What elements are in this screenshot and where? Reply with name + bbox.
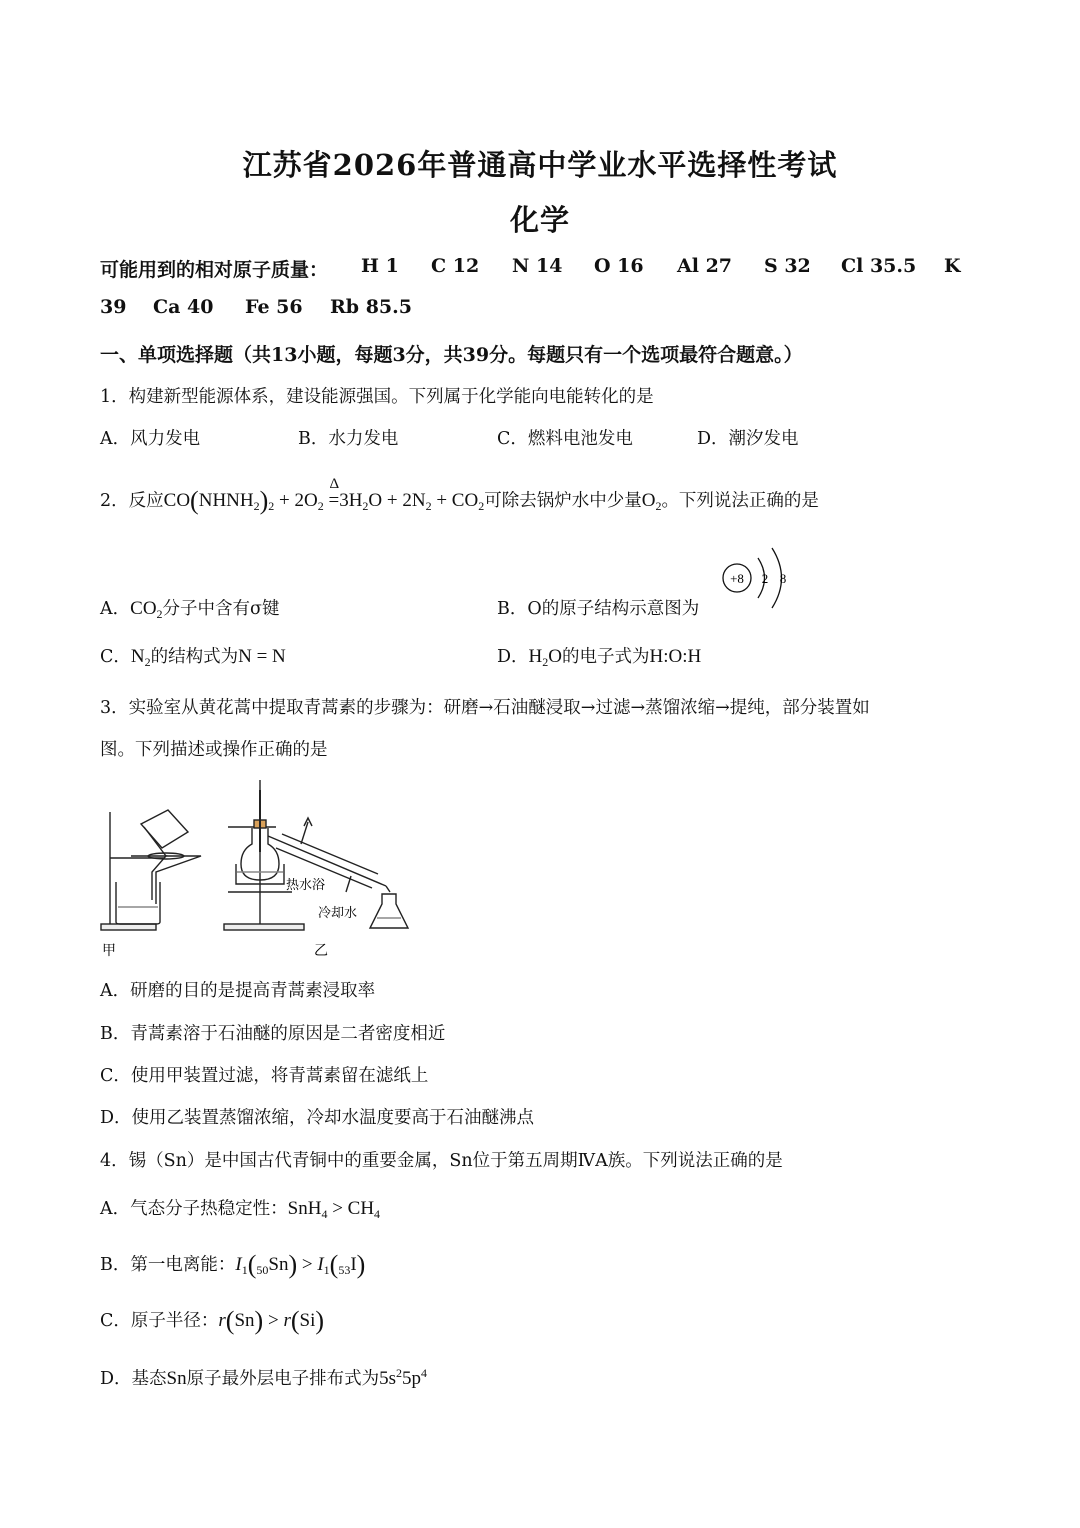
atomic-mass-item: O 16 — [594, 255, 644, 277]
q3-option-a: A．研磨的目的是提高青蒿素浸取率 — [100, 981, 376, 1001]
q4-option-c — [100, 1306, 324, 1336]
q1-option-c: C．燃料电池发电 — [497, 429, 633, 449]
q2-prefix: 2．反应 — [100, 491, 164, 511]
atomic-mass-item: Rb 85.5 — [330, 296, 412, 318]
atomic-radius-comparison: r(Sn) > r(Si) — [218, 1306, 325, 1335]
q4-option-a — [100, 1195, 380, 1222]
q3-option-d: D．使用乙装置蒸馏浓缩，冷却水温度要高于石油醚沸点 — [100, 1108, 535, 1128]
q2-option-b: B．O的原子结构示意图为 — [497, 599, 700, 619]
q4-option-b — [100, 1250, 365, 1280]
q4-d-mid: 原子最外层电子排布式为 — [186, 1369, 380, 1389]
yi-stand-base — [224, 924, 304, 930]
atomic-mass-item: N 14 — [512, 255, 563, 277]
atomic-mass-item: 39 — [100, 296, 127, 318]
sn-symbol: Sn — [166, 1368, 187, 1389]
reaction-equation: $CO(NHNH_2)_2 + 2O_2$ Δ $=3H_2O + 2N_2 + CO_2$ — [163, 476, 485, 515]
q2-suffix: 。下列说法正确的是 — [661, 491, 819, 511]
question-3-stem-line2: 图。下列描述或操作正确的是 — [100, 740, 328, 760]
yi-adapter — [386, 886, 390, 892]
electron-configuration: $5s^25p^4$ — [379, 1366, 428, 1389]
n2-structural-formula: N = N — [238, 646, 286, 667]
q2-a-text: 分子中含有σ键 — [162, 599, 280, 619]
oxygen-atom-structure-diagram — [715, 546, 795, 614]
label-jia: 甲 — [102, 943, 116, 959]
yi-erlenmeyer-flask — [370, 894, 408, 928]
atomic-mass-item: H 1 — [361, 255, 399, 277]
q4-a-text: A．气态分子热稳定性： — [100, 1199, 288, 1219]
atomic-mass-item: Cl 35.5 — [841, 255, 917, 277]
q2-option-d — [497, 643, 701, 670]
q2-a-label: A． — [100, 599, 131, 619]
label-cooling-water: 冷却水 — [318, 906, 358, 921]
q4-c-text: C．原子半径： — [100, 1311, 219, 1331]
q2-option-a — [100, 595, 280, 622]
q2-d-label: D． — [497, 647, 529, 667]
h2o-formula: $H_2O$ — [528, 646, 562, 669]
atomic-mass-item: Fe 56 — [245, 296, 303, 318]
q4-d-text: D．基态 — [100, 1369, 167, 1389]
atomic-mass-item: C 12 — [431, 255, 480, 277]
question-1-stem: 1．构建新型能源体系，建设能源强国。下列属于化学能向电能转化的是 — [100, 387, 654, 407]
jia-beaker — [116, 882, 160, 924]
atomic-mass-item: Ca 40 — [153, 296, 214, 318]
jia-funnel-left — [131, 856, 166, 900]
q4-b-text: B．第一电离能： — [100, 1255, 236, 1275]
thermal-stability-comparison: $SnH_4 > CH_4$ — [287, 1198, 381, 1221]
atomic-mass-item: S 32 — [764, 255, 811, 277]
lab-apparatus-figure — [96, 772, 426, 962]
q3-option-b: B．青蒿素溶于石油醚的原因是二者密度相近 — [100, 1024, 446, 1044]
o2-formula: $O_2$ — [641, 490, 662, 513]
q4-option-d — [100, 1365, 427, 1390]
shell-1-electrons: 2 — [761, 571, 769, 586]
q2-d-text: 的电子式为 — [562, 647, 650, 667]
subject-title: 化学 — [509, 203, 570, 237]
q3-option-c: C．使用甲装置过滤，将青蒿素留在滤纸上 — [100, 1066, 429, 1086]
jia-funnel — [156, 856, 201, 904]
nucleus-charge: +8 — [730, 571, 744, 586]
q2-c-text: 的结构式为 — [150, 647, 239, 667]
atomic-mass-item: K — [944, 255, 961, 277]
exam-title: 江苏省2026年普通高中学业水平选择性考试 — [242, 148, 838, 182]
label-hot-water-bath: 热水浴 — [286, 878, 326, 893]
q1-option-d: D．潮汐发电 — [697, 429, 799, 449]
q2-mid: 可除去锅炉水中少量 — [484, 491, 642, 511]
jia-stand-base — [101, 924, 156, 930]
q2-option-c — [100, 643, 286, 670]
question-3-stem-line1: 3．实验室从黄花蒿中提取青蒿素的步骤为：研磨→石油醚浸取→过滤→蒸馏浓缩→提纯，部分装置如 — [100, 698, 870, 718]
q2-c-label: C． — [100, 647, 131, 667]
question-2-stem — [100, 476, 819, 516]
ionization-energy-comparison: $I_1(_{50}Sn) > I_1(_{53}I)$ — [235, 1250, 366, 1279]
h2o-electron-formula: H:O:H — [649, 646, 702, 667]
section-heading: 一、单项选择题（共13小题，每题3分，共39分。每题只有一个选项最符合题意。） — [100, 344, 803, 366]
co2-formula: $CO_2$ — [130, 598, 163, 621]
question-4-stem: 4．锡（Sn）是中国古代青铜中的重要金属，Sn位于第五周期ⅣA族。下列说法正确的是 — [100, 1151, 783, 1171]
atomic-mass-item: Al 27 — [677, 255, 733, 277]
shell-2-electrons: 8 — [779, 571, 787, 586]
jia-pouring-beaker — [141, 810, 188, 848]
label-yi: 乙 — [314, 943, 328, 959]
q1-option-a: A．风力发电 — [100, 429, 201, 449]
n2-formula: $N_2$ — [130, 646, 151, 669]
atomic-mass-label: 可能用到的相对原子质量： — [100, 259, 329, 281]
q1-option-b: B．水力发电 — [298, 429, 399, 449]
